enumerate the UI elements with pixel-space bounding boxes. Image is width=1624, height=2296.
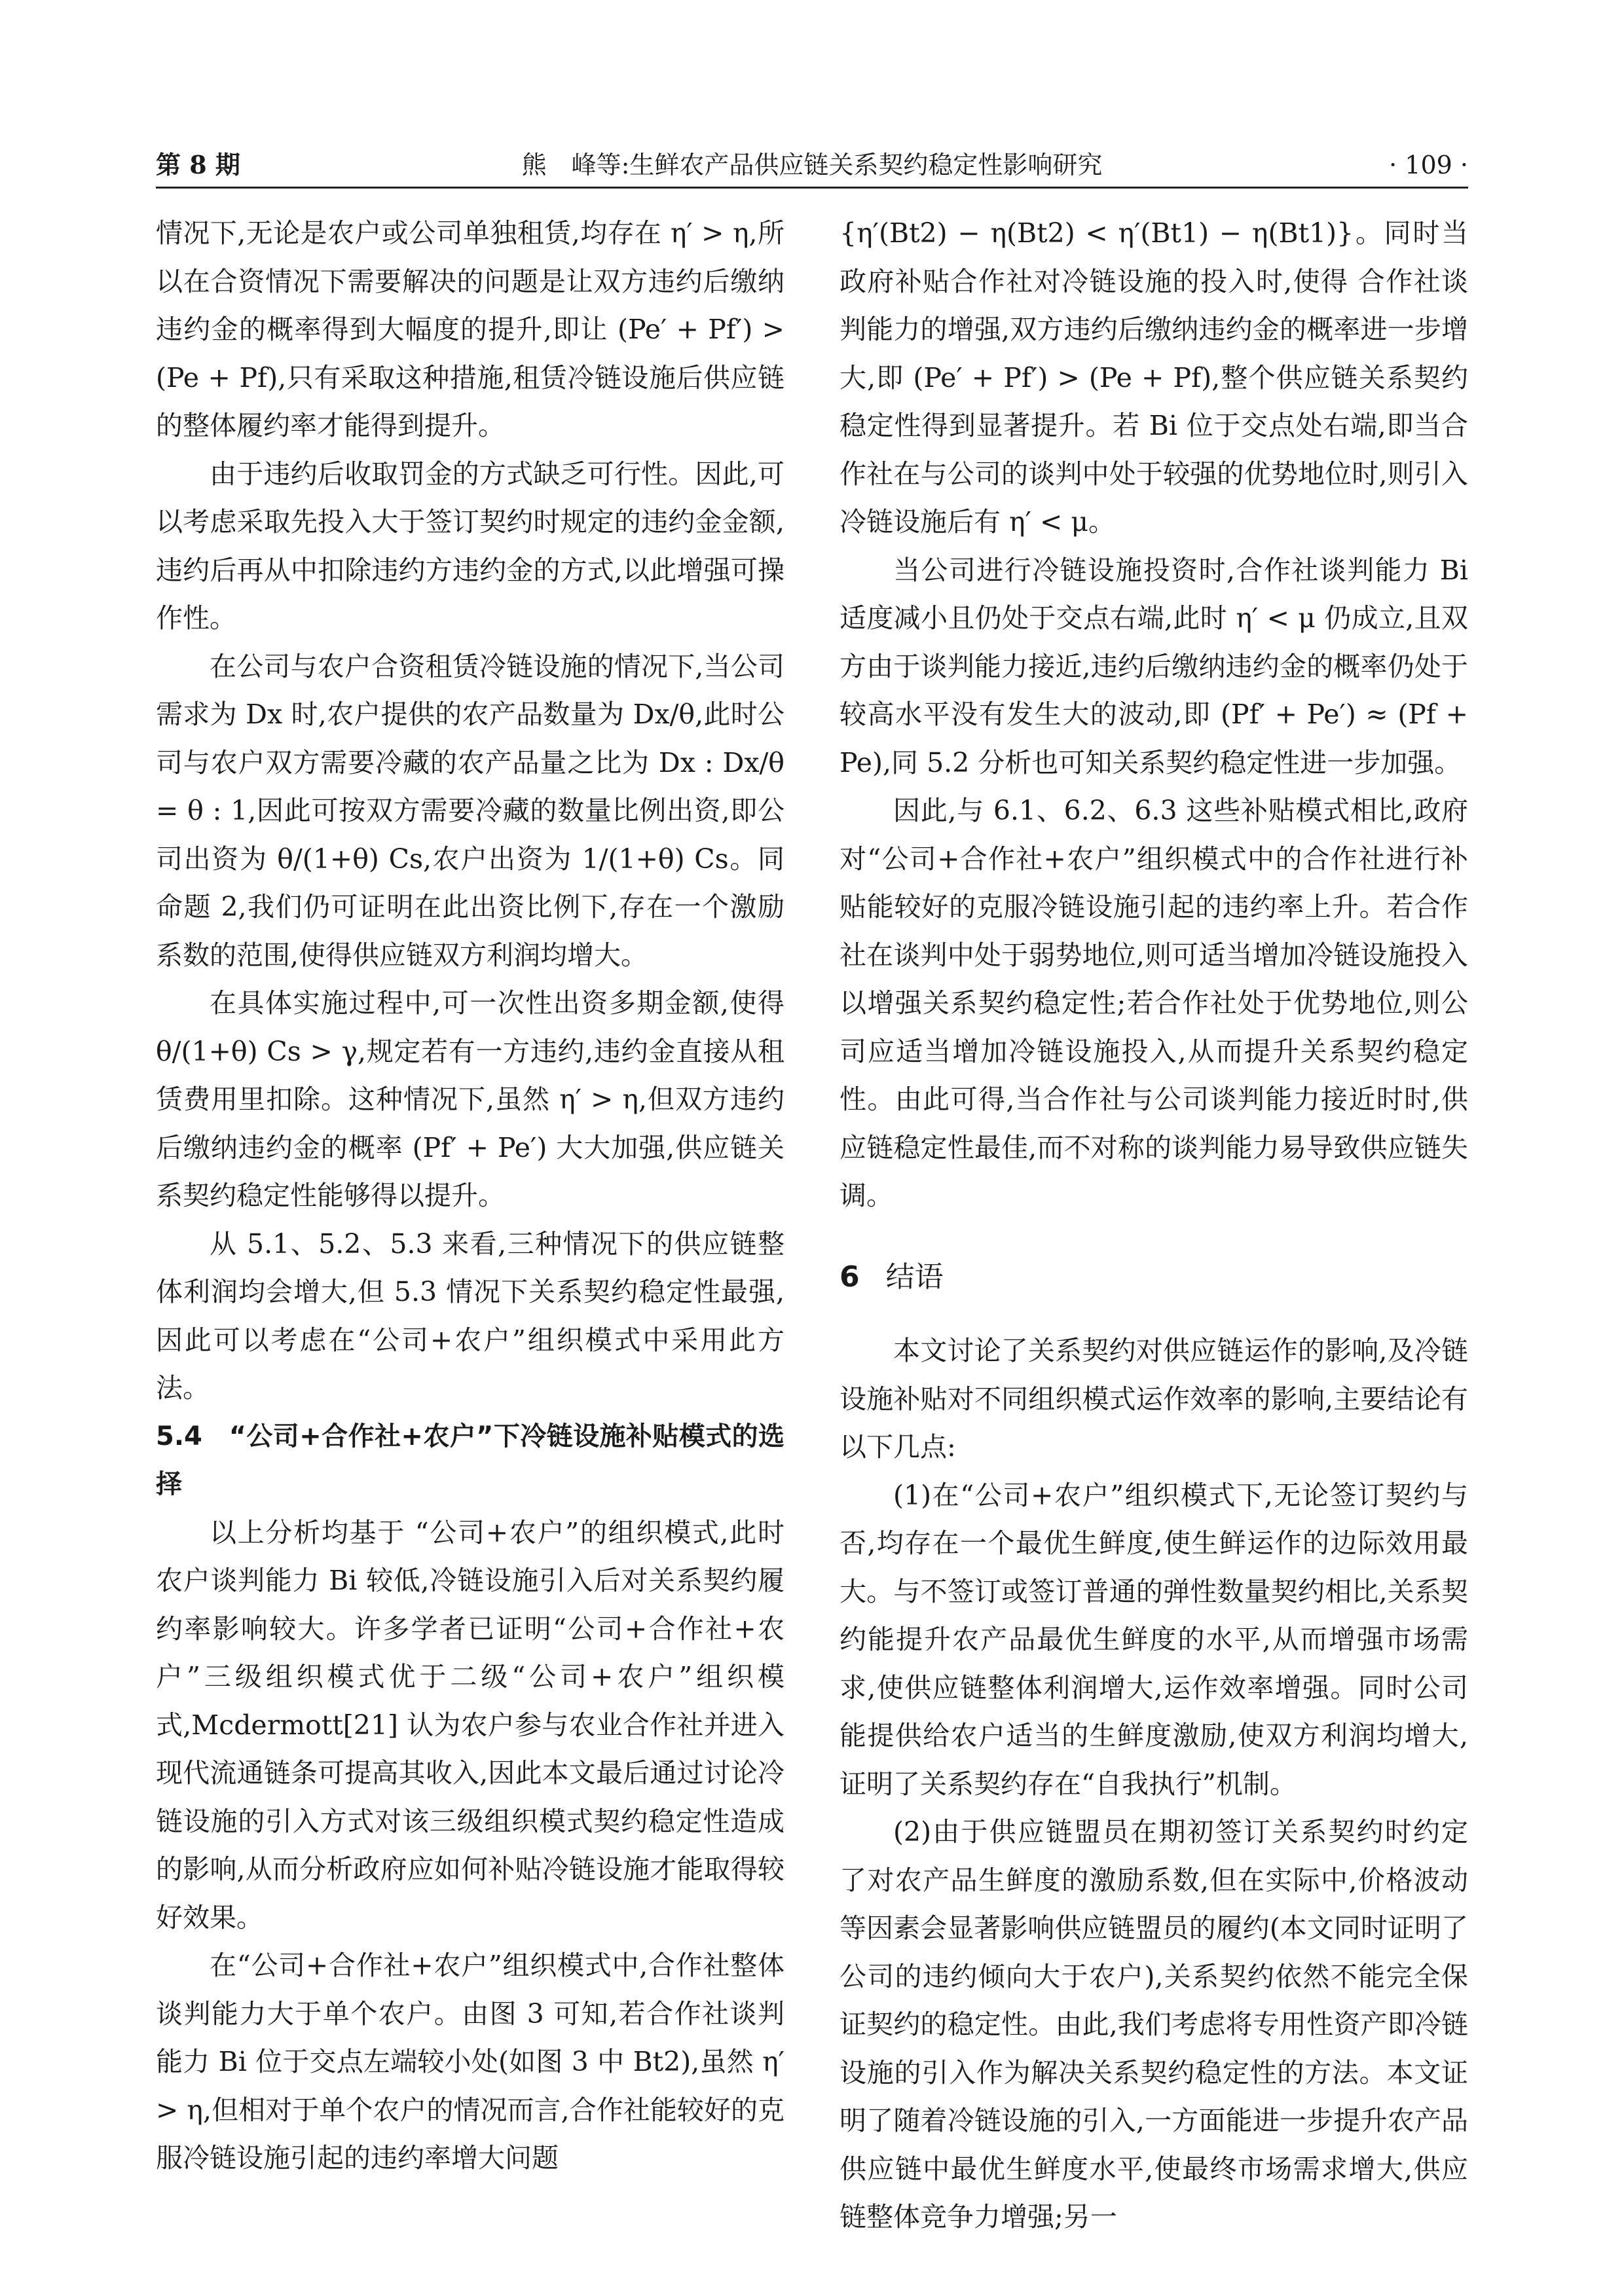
section-title: 结语 (885, 1260, 944, 1294)
paragraph: {η′(Bt2) − η(Bt2) < η′(Bt1) − η(Bt1)}。同时当政府补贴合作社对冷链设施的投入时,使得 合作社谈判能力的增强,双方违约后缴纳违约金的概率进一步增大,即 (Pe′ + Pf′) > (Pe + Pf),整个供应链关系契约稳定性得到显著提升。若 Bi 位于交点处右端,即当合作社在与公司的谈判中处于较强的优势地位时,则引入冷链设施后有 η′ < μ。 (840, 217, 1468, 538)
paragraph: 因此,与 6.1、6.2、6.3 这些补贴模式相比,政府对“公司+合作社+农户”组织模式中的合作社进行补贴能较好的克服冷链设施引起的违约率上升。若合作社在谈判中处于弱势地位,则可适当增加冷链设施投入以增强关系契约稳定性;若合作社处于优势地位,则公司应适当增加冷链设施投入,从而提升关系契约稳定性。由此可得,当合作社与公司谈判能力接近时时,供应链稳定性最佳,而不对称的谈判能力易导致供应链失调。 (840, 795, 1468, 1211)
paragraph: (2)由于供应链盟员在期初签订关系契约时约定了对农产品生鲜度的激励系数,但在实际中,价格波动等因素会显著影响供应链盟员的履约(本文同时证明了公司的违约倾向大于农户),关系契约依然不能完全保证契约的稳定性。由此,我们考虑将专用性资产即冷链设施的引入作为解决关系契约稳定性的方法。本文证明了随着冷链设施的引入,一方面能进一步提升农产品供应链中最优生鲜度水平,使最终市场需求增大,供应链整体竞争力增强;另一 (840, 1816, 1468, 2232)
paragraph: 情况下,无论是农户或公司单独租赁,均存在 η′ > η,所以在合资情况下需要解决的问题是让双方违约后缴纳违约金的概率得到大幅度的提升,即让 (Pe′ + Pf′) > (Pe + Pf),只有采取这种措施,租赁冷链设施后供应链的整体履约率才能得到提升。 (156, 217, 784, 441)
paragraph: 从 5.1、5.2、5.3 来看,三种情况下的供应链整体利润均会增大,但 5.3 情况下关系契约稳定性最强,因此可以考虑在“公司+农户”组织模式中采用此方法。 (156, 1228, 784, 1404)
paragraph: 在“公司+合作社+农户”组织模式中,合作社整体谈判能力大于单个农户。由图 3 可知,若合作社谈判能力 Bi 位于交点左端较小处(如图 3 中 Bt2),虽然 η′ > η,但相对于单个农户的情况而言,合作社能较好的克服冷链设施引起的违约率增大问题 (156, 1950, 784, 2174)
page-number: · 109 · (1389, 151, 1468, 179)
paragraph: 当公司进行冷链设施投资时,合作社谈判能力 Bi 适度减小且仍处于交点右端,此时 η′ < μ 仍成立,且双方由于谈判能力接近,违约后缴纳违约金的概率仍处于较高水平没有发生大的波动,即 (Pf′ + Pe′) ≈ (Pf + Pe),同 5.2 分析也可知关系契约稳定性进一步加强。 (840, 554, 1468, 778)
issue-number: 第 8 期 (156, 150, 240, 179)
subsection-heading-5-4: 5.4 “公司+合作社+农户”下冷链设施补贴模式的选择 (156, 1421, 784, 1499)
running-header (156, 145, 1468, 185)
section-number: 6 (840, 1260, 860, 1294)
header-rule (156, 187, 1468, 189)
paragraph: 在具体实施过程中,可一次性出资多期金额,使得 θ/(1+θ) Cs > γ,规定若有一方违约,违约金直接从租赁费用里扣除。这种情况下,虽然 η′ > η,但双方违约后缴纳违约金的概率 (Pf′ + Pe′) 大大加强,供应链关系契约稳定性能够得以提升。 (156, 987, 784, 1211)
left-column (156, 210, 784, 2183)
section-heading-6 (840, 1253, 1468, 1302)
paragraph: 本文讨论了关系契约对供应链运作的影响,及冷链设施补贴对不同组织模式运作效率的影响,主要结论有以下几点: (840, 1335, 1468, 1463)
right-column (840, 210, 1468, 2242)
paragraph: 以上分析均基于 “公司+农户”的组织模式,此时农户谈判能力 Bi 较低,冷链设施引入后对关系契约履约率影响较大。许多学者已证明“公司+合作社+农户”三级组织模式优于二级“公司+农户”组织模式,Mcdermott[21] 认为农户参与农业合作社并进入现代流通链条可提高其收入,因此本文最后通过讨论冷链设施的引入方式对该三级组织模式契约稳定性造成的影响,从而分析政府应如何补贴冷链设施才能取得较好效果。 (156, 1516, 784, 1933)
running-title: 熊 峰等:生鲜农产品供应链关系契约稳定性影响研究 (521, 151, 1103, 179)
paragraph: 由于违约后收取罚金的方式缺乏可行性。因此,可以考虑采取先投入大于签订契约时规定的违约金金额,违约后再从中扣除违约方违约金的方式,以此增强可操作性。 (156, 458, 784, 634)
paragraph: (1)在“公司+农户”组织模式下,无论签订契约与否,均存在一个最优生鲜度,使生鲜运作的边际效用最大。与不签订或签订普通的弹性数量契约相比,关系契约能提升农产品最优生鲜度的水平,从而增强市场需求,使供应链整体利润增大,运作效率增强。同时公司能提供给农户适当的生鲜度激励,使双方利润均增大,证明了关系契约存在“自我执行”机制。 (840, 1479, 1468, 1800)
paragraph: 在公司与农户合资租赁冷链设施的情况下,当公司需求为 Dx 时,农户提供的农产品数量为 Dx/θ,此时公司与农户双方需要冷藏的农产品量之比为 Dx : Dx/θ = θ : 1,因此可按双方需要冷藏的数量比例出资,即公司出资为 θ/(1+θ) Cs,农户出资为 1/(1+θ) Cs。同命题 2,我们仍可证明在此出资比例下,存在一个激励系数的范围,使得供应链双方利润均增大。 (156, 650, 784, 971)
